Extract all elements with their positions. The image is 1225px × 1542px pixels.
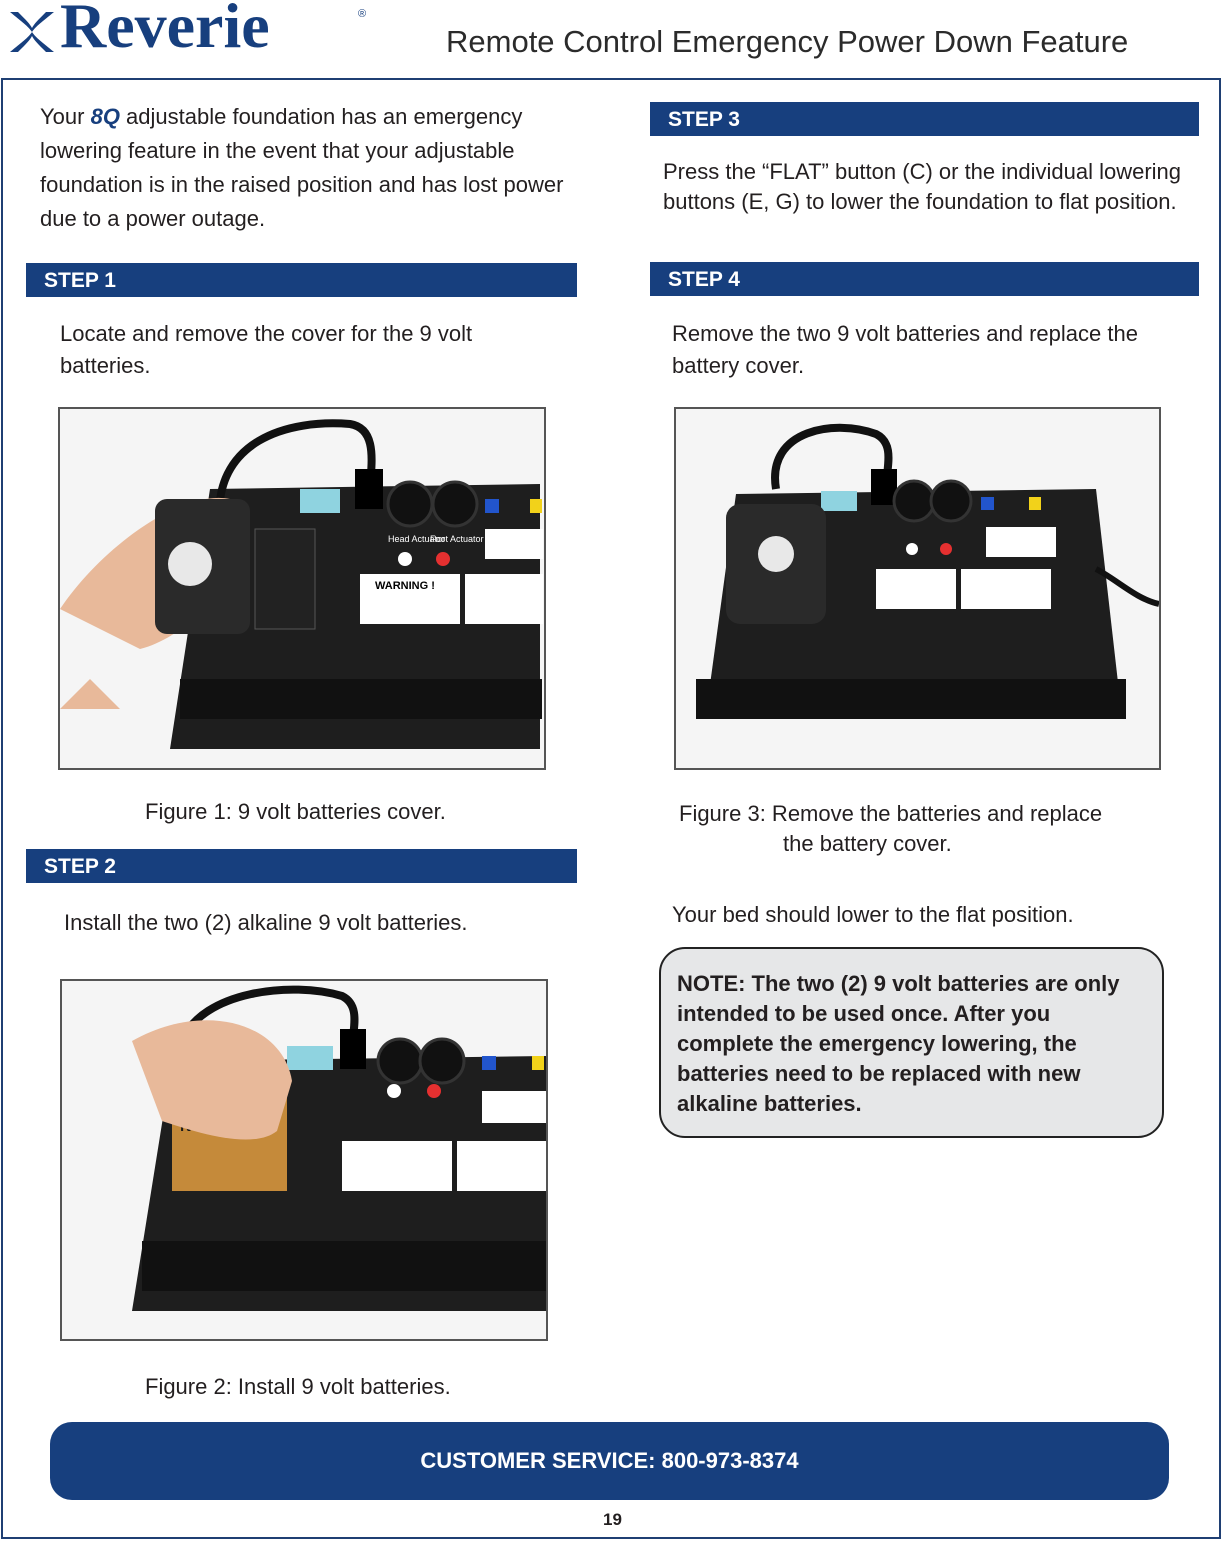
step-3-text: Press the “FLAT” button (C) or the individual lowering buttons (E, G) to lower the foundation to flat position. [663,159,1182,214]
note-text: NOTE: The two (2) 9 volt batteries are only intended to be used once. After you complete the emergency lowering, the batteries need to be replaced with new alkaline batteries. [677,971,1120,1116]
figure-1-caption: Figure 1: 9 volt batteries cover. [145,799,446,824]
model-name: 8Q [90,104,120,129]
step-2-text: Install the two (2) alkaline 9 volt batteries. [64,910,468,935]
intro-prefix: Your [40,104,91,129]
note-box [659,947,1164,1138]
reverie-logo [6,0,366,62]
head-actuator-label: Head Actuator [388,534,446,544]
page-number: 19 [603,1510,622,1529]
foot-actuator-label: Foot Actuator [430,534,484,544]
customer-service-banner: CUSTOMER SERVICE: 800-973-8374 [50,1422,1169,1500]
intro-paragraph [40,100,600,236]
warning-label: WARNING ! [375,580,435,592]
figure-2-photo [60,979,548,1341]
step-1-header: STEP 1 [26,263,577,297]
figure-3-caption-line-1: Figure 3: Remove the batteries and replace [679,801,1103,826]
intro-text: adjustable foundation has an emergency lowering feature in the event that your adjustable foundation is in the raised position and has lost power due to a power outage. [40,104,564,231]
result-text: Your bed should lower to the flat position. [672,902,1074,927]
step-1-text: Locate and remove the cover for the 9 volt batteries. [60,321,473,378]
step-2-header: STEP 2 [26,849,577,883]
step-4-text: Remove the two 9 volt batteries and replace the battery cover. [672,321,1138,378]
figure-3-caption-line-2: the battery cover. [783,831,952,856]
brand-name: Reverie [60,0,270,61]
registered-mark: ® [358,8,367,20]
figure-2-caption: Figure 2: Install 9 volt batteries. [145,1374,451,1399]
step-3-header: STEP 3 [650,102,1199,136]
page-title: Remote Control Emergency Power Down Feature [446,24,1129,59]
logo-mark-icon [6,4,58,60]
step-4-header: STEP 4 [650,262,1199,296]
figure-1-photo [58,407,546,770]
figure-3-photo [674,407,1161,770]
